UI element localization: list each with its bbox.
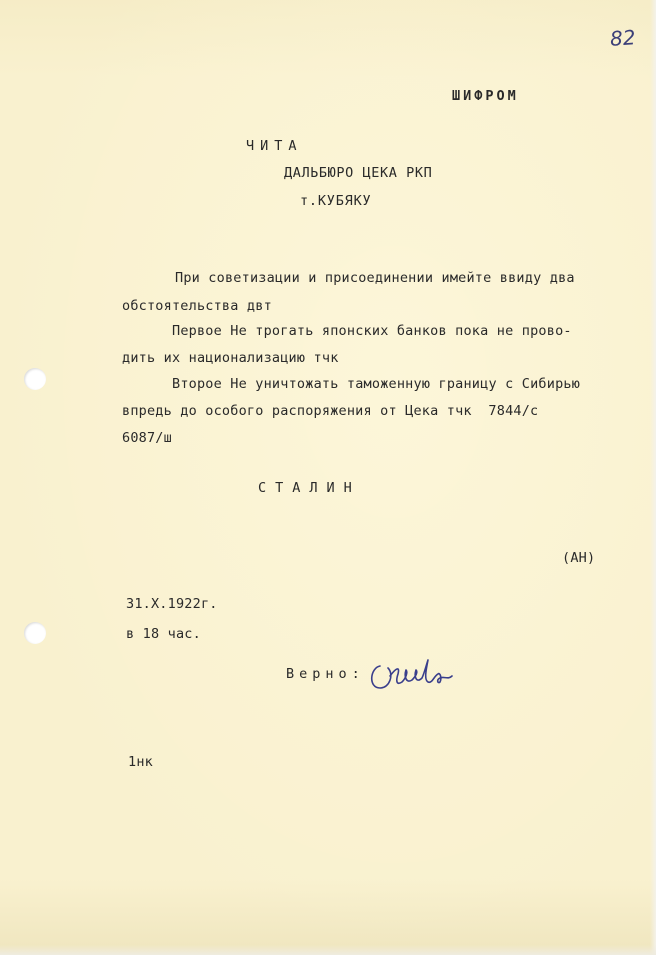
- recipient-person: т.КУБЯКУ: [300, 193, 372, 209]
- certification-label: Верно:: [286, 666, 365, 682]
- page-number: 82: [609, 25, 637, 51]
- document-date: 31.X.1922г.: [126, 596, 218, 612]
- recipient-organization: ДАЛЬБЮРО ЦЕКА РКП: [284, 165, 433, 181]
- body-line: Первое Не трогать японских банков пока не прово-: [172, 323, 572, 339]
- punch-hole: [24, 622, 46, 644]
- body-line: обстоятельства двт: [122, 298, 272, 314]
- body-line: впредь до особого распоряжения от Цека тчк 7844/с: [122, 403, 539, 419]
- punch-hole: [24, 368, 46, 390]
- page-edge: [0, 945, 656, 955]
- page-edge: [650, 0, 656, 955]
- destination-city: ЧИТА: [246, 138, 303, 154]
- body-line: дить их национализацию тчк: [122, 350, 339, 366]
- copy-note: 1нк: [128, 754, 153, 770]
- typist-initials: (АН): [562, 550, 596, 566]
- body-line: 6087/ш: [122, 430, 172, 446]
- signatory-name: СТАЛИН: [258, 480, 361, 496]
- cipher-mark: ШИФРОМ: [452, 88, 519, 104]
- handwritten-signature: [366, 654, 456, 698]
- document-time: в 18 час.: [126, 626, 201, 642]
- body-line: Второе Не уничтожать таможенную границу с Сибирью: [172, 376, 581, 392]
- body-line: При советизации и присоединении имейте ввиду два: [175, 270, 575, 286]
